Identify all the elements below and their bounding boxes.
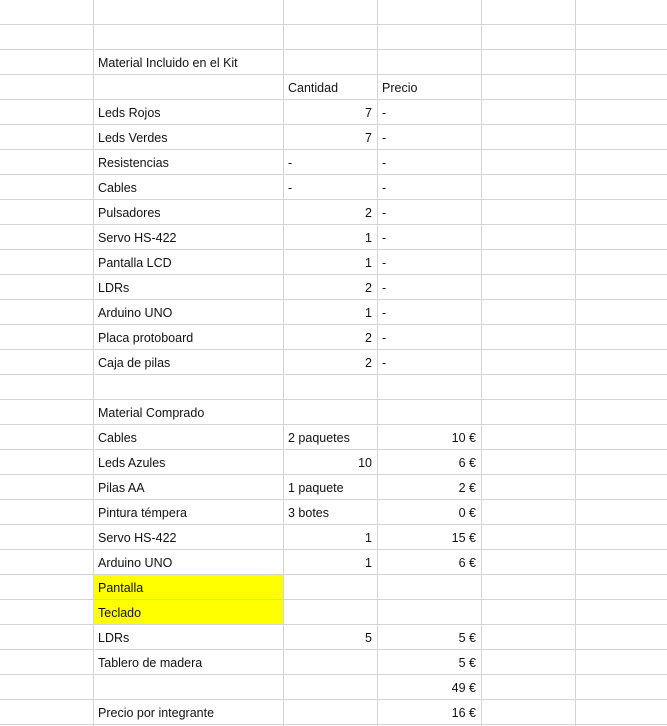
cell-r3-c2[interactable]: Precio — [382, 81, 418, 95]
cell-r3-c1[interactable]: Cantidad — [288, 81, 339, 95]
cell-r17-c0[interactable]: Cables — [98, 431, 137, 445]
row-gridline — [0, 49, 667, 50]
cell-r20-c1[interactable]: 3 botes — [288, 506, 330, 520]
cell-r7-c0[interactable]: Cables — [98, 181, 137, 195]
cell-r14-c2[interactable]: - — [382, 356, 387, 370]
cell-r13-c2[interactable]: - — [382, 331, 387, 345]
cell-r6-c1[interactable]: - — [288, 156, 293, 170]
cell-r18-c1[interactable]: 10 — [358, 456, 372, 470]
cell-r28-c0[interactable]: Precio por integrante — [98, 706, 215, 720]
cell-r16-c0[interactable]: Material Comprado — [98, 406, 205, 420]
cell-r18-c0[interactable]: Leds Azules — [98, 456, 166, 470]
cell-r2-c0[interactable]: Material Incluido en el Kit — [98, 56, 238, 70]
cell-r21-c1[interactable]: 1 — [365, 531, 372, 545]
cell-r26-c0[interactable]: Tablero de madera — [98, 656, 203, 670]
cell-r25-c1[interactable]: 5 — [365, 631, 372, 645]
cell-r20-c0[interactable]: Pintura témpera — [98, 506, 187, 520]
cell-r17-c1[interactable]: 2 paquetes — [288, 431, 350, 445]
cell-r25-c0[interactable]: LDRs — [98, 631, 130, 645]
cell-r4-c0[interactable]: Leds Rojos — [98, 106, 161, 120]
cell-r11-c1[interactable]: 2 — [365, 281, 372, 295]
cell-r10-c2[interactable]: - — [382, 256, 387, 270]
cell-r17-c2[interactable]: 10 € — [451, 431, 476, 445]
cell-r18-c2[interactable]: 6 € — [458, 456, 476, 470]
cell-r24-c0[interactable]: Teclado — [98, 606, 142, 620]
cell-r8-c1[interactable]: 2 — [365, 206, 372, 220]
cell-r28-c2[interactable]: 16 € — [451, 706, 476, 720]
column-gridline — [481, 0, 482, 726]
cell-r12-c1[interactable]: 1 — [365, 306, 372, 320]
cell-r19-c0[interactable]: Pilas AA — [98, 481, 145, 495]
cell-r7-c2[interactable]: - — [382, 181, 387, 195]
cell-r12-c2[interactable]: - — [382, 306, 387, 320]
cell-r10-c0[interactable]: Pantalla LCD — [98, 256, 172, 270]
cell-r14-c1[interactable]: 2 — [365, 356, 372, 370]
cell-r11-c0[interactable]: LDRs — [98, 281, 130, 295]
cell-r26-c2[interactable]: 5 € — [458, 656, 476, 670]
cell-r6-c2[interactable]: - — [382, 156, 387, 170]
cell-r11-c2[interactable]: - — [382, 281, 387, 295]
cell-r5-c1[interactable]: 7 — [365, 131, 372, 145]
cell-r21-c2[interactable]: 15 € — [451, 531, 476, 545]
row-gridline — [0, 699, 667, 700]
row-gridline — [0, 399, 667, 400]
cell-r19-c2[interactable]: 2 € — [458, 481, 476, 495]
cell-r9-c0[interactable]: Servo HS-422 — [98, 231, 177, 245]
cell-r5-c0[interactable]: Leds Verdes — [98, 131, 168, 145]
cell-r27-c2[interactable]: 49 € — [451, 681, 476, 695]
cell-r22-c0[interactable]: Arduino UNO — [98, 556, 173, 570]
cell-r12-c0[interactable]: Arduino UNO — [98, 306, 173, 320]
cell-r4-c2[interactable]: - — [382, 106, 387, 120]
cell-r22-c1[interactable]: 1 — [365, 556, 372, 570]
cell-r14-c0[interactable]: Caja de pilas — [98, 356, 171, 370]
column-gridline — [575, 0, 576, 726]
cell-r9-c2[interactable]: - — [382, 231, 387, 245]
cell-r20-c2[interactable]: 0 € — [458, 506, 476, 520]
cell-r21-c0[interactable]: Servo HS-422 — [98, 531, 177, 545]
cell-r10-c1[interactable]: 1 — [365, 256, 372, 270]
cell-r6-c0[interactable]: Resistencias — [98, 156, 169, 170]
cell-r19-c1[interactable]: 1 paquete — [288, 481, 344, 495]
cell-r4-c1[interactable]: 7 — [365, 106, 372, 120]
cell-r22-c2[interactable]: 6 € — [458, 556, 476, 570]
cell-r5-c2[interactable]: - — [382, 131, 387, 145]
row-gridline — [0, 24, 667, 25]
cell-r23-c0[interactable]: Pantalla — [98, 581, 144, 595]
cell-r8-c2[interactable]: - — [382, 206, 387, 220]
cell-r8-c0[interactable]: Pulsadores — [98, 206, 161, 220]
cell-r9-c1[interactable]: 1 — [365, 231, 372, 245]
cell-r13-c0[interactable]: Placa protoboard — [98, 331, 194, 345]
cell-r7-c1[interactable]: - — [288, 181, 293, 195]
cell-r25-c2[interactable]: 5 € — [458, 631, 476, 645]
cell-r13-c1[interactable]: 2 — [365, 331, 372, 345]
